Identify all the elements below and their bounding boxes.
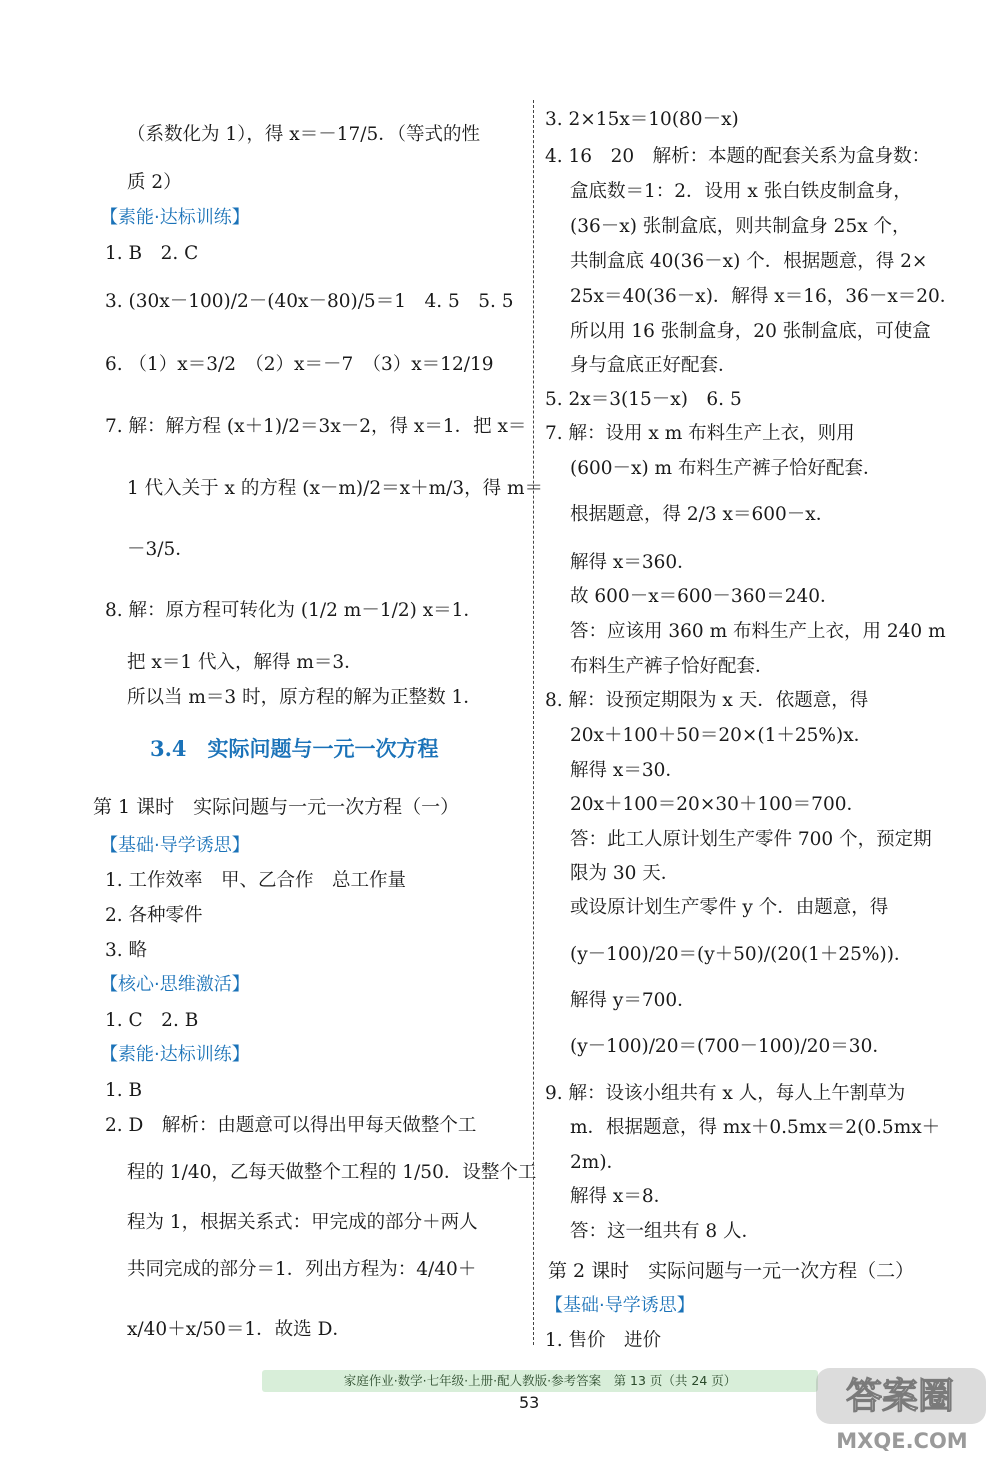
answer-line: 8. 解：原方程可转化为 (1/2 m－1/2) x＝1． [105,600,482,621]
lesson-title: 第 1 课时 实际问题与一元一次方程（一） [93,796,460,818]
svg-text:MXQE.COM: MXQE.COM [836,1429,968,1453]
text-line: 故 600－x＝600－360＝240． [570,586,839,607]
text-line: 答：此工人原计划生产零件 700 个，预定期 [570,829,932,850]
text-line: (600－x) m 布料生产裤子恰好配套． [570,458,882,479]
text-line: m．根据题意，得 mx＋0.5mx＝2(0.5mx＋ [570,1117,941,1138]
text-line: 答：应该用 360 m 布料生产上衣，用 240 m [570,621,946,642]
text-line: －3/5． [127,539,194,560]
text-line: (y－100)/20＝(y＋50)/(20(1＋25%))． [570,944,913,965]
svg-text:答案圈: 答案圈 [845,1376,955,1417]
answer-line: 6. （1）x＝3/2 （2）x＝－7 （3）x＝12/19 [105,354,494,375]
section-heading: 3.4 实际问题与一元一次方程 [150,736,439,761]
text-line: 盒底数＝1：2．设用 x 张白铁皮制盒身， [570,181,912,202]
section-tag: 【基础·导学诱思】 [100,835,250,856]
text-line: 把 x＝1 代入，解得 m＝3． [127,652,363,673]
text-line: 1 代入关于 x 的方程 (x－m)/2＝x＋m/3，得 m＝ [127,478,544,499]
answer-line: 7. 解：解方程 (x＋1)/2＝3x－2，得 x＝1．把 x＝ [105,416,527,437]
lesson-title: 第 2 课时 实际问题与一元一次方程（二） [548,1260,915,1282]
text-line: 解得 x＝8． [570,1186,673,1207]
answer-line: 7. 解：设用 x m 布料生产上衣，则用 [545,423,855,444]
text-line: 根据题意，得 2/3 x＝600－x． [570,504,835,525]
answer-line: 2. D 解析：由题意可以得出甲每天做整个工 [105,1115,477,1136]
answer-line: 3. (30x－100)/2－(40x－80)/5＝1 4. 5 5. 5 [105,291,514,312]
text-line: 25x＝40(36－x)．解得 x＝16，36－x＝20． [570,286,959,307]
text-line: (36－x) 张制盒底，则共制盒身 25x 个， [570,216,911,237]
text-line: 2m)． [570,1152,626,1173]
answer-line: 3. 略 [105,940,148,961]
section-tag: 【素能·达标训练】 [100,1044,250,1065]
text-line: 答：这一组共有 8 人． [570,1221,761,1242]
text-line: 所以用 16 张制盒身，20 张制盒底，可使盒 [570,321,931,342]
answer-line: 1. C 2. B [105,1010,199,1031]
text-line: 程为 1，根据关系式：甲完成的部分＋两人 [127,1212,478,1233]
text-line: 解得 x＝360． [570,552,696,573]
text-line: 解得 x＝30． [570,760,684,781]
text-line: (y－100)/20＝(700－100)/20＝30． [570,1036,891,1057]
text-line: （系数化为 1），得 x＝－17/5．（等式的性 [127,124,481,145]
answer-line: 1. 工作效率 甲、乙合作 总工作量 [105,870,407,891]
answer-line: 1. B [105,1080,143,1101]
column-divider [533,100,534,1345]
page-number: 53 [519,1393,540,1412]
answer-line: 3. 2×15x＝10(80－x) [545,109,739,130]
text-line: 共同完成的部分＝1．列出方程为：4/40＋ [127,1259,477,1280]
text-line: 20x＋100＋50＝20×(1＋25%)x． [570,725,873,746]
answer-line: 8. 解：设预定期限为 x 天．依题意，得 [545,690,869,711]
answer-line: 5. 2x＝3(15－x) 6. 5 [545,389,742,410]
section-tag: 【核心·思维激活】 [100,974,250,995]
answer-line: 9. 解：设该小组共有 x 人，每人上午割草为 [545,1083,906,1104]
text-line: 20x＋100＝20×30＋100＝700． [570,794,865,815]
text-line: 限为 30 天． [570,863,680,884]
watermark-logo [812,1362,992,1456]
answer-line: 4. 16 20 解析：本题的配套关系为盒身数： [545,146,931,167]
section-tag: 【基础·导学诱思】 [545,1295,695,1316]
text-line: 程的 1/40，乙每天做整个工程的 1/50．设整个工 [127,1162,537,1183]
text-line: 所以当 m＝3 时，原方程的解为正整数 1． [127,687,482,708]
answer-line: 2. 各种零件 [105,905,203,926]
text-line: 解得 y＝700． [570,990,696,1011]
section-tag: 【素能·达标训练】 [100,207,250,228]
text-line: x/40＋x/50＝1．故选 D． [127,1319,351,1340]
text-line: 身与盒底正好配套． [570,355,737,376]
text-line: 共制盒底 40(36－x) 个．根据题意，得 2× [570,251,928,272]
text-line: 质 2） [127,172,182,193]
answer-line: 1. B 2. C [105,243,199,264]
footer-bar: 家庭作业·数学·七年级·上册·配人教版·参考答案 第 13 页（共 24 页） [262,1370,818,1392]
text-line: 布料生产裤子恰好配套． [570,656,774,677]
answer-line: 1. 售价 进价 [545,1330,662,1351]
text-line: 或设原计划生产零件 y 个．由题意，得 [570,897,889,918]
